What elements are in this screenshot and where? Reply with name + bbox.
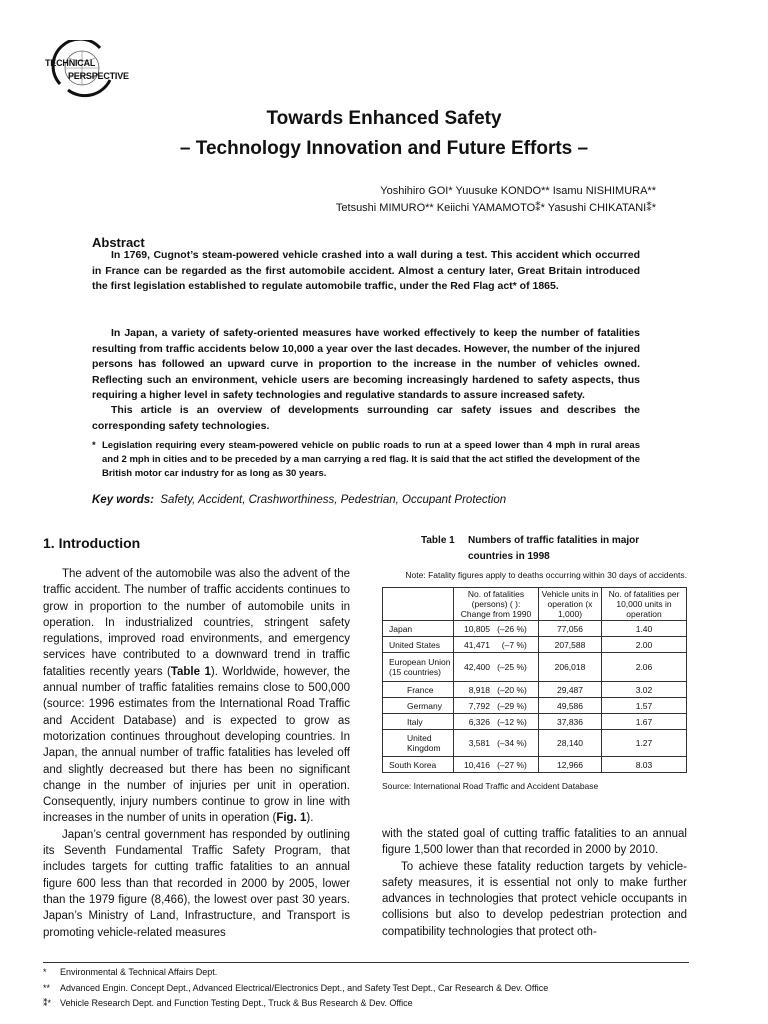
units-cell: 37,836 (539, 714, 602, 730)
fatalities-table (382, 587, 687, 773)
paper-subtitle: – Technology Innovation and Future Efforts – (179, 138, 589, 159)
table-caption-line-1: Numbers of traffic fatalities in major (468, 535, 640, 546)
left-column (43, 566, 350, 941)
body-paragraph (43, 566, 350, 827)
table-row (383, 698, 687, 714)
table-note: Note: Fatality figures apply to deaths occurring within 30 days of accidents. (405, 570, 687, 580)
footnote-mark: * (92, 440, 96, 451)
units-cell: 207,588 (539, 637, 602, 653)
units-cell: 12,966 (539, 757, 602, 773)
abstract-paragraph (92, 248, 640, 295)
footnote-text: Advanced Engin. Concept Dept., Advanced Electrical/Electronics Dept., and Safety Test Dept., Car Research & Dev. Office (60, 983, 549, 993)
keywords-label: Key words: (92, 494, 154, 506)
units-cell: 29,487 (539, 682, 602, 698)
country-cell: Japan (383, 621, 454, 637)
rate-cell: 1.67 (602, 714, 687, 730)
footnote-divider (43, 962, 689, 963)
abstract-footnote (92, 439, 640, 481)
country-cell: Germany (383, 698, 454, 714)
units-cell: 77,056 (539, 621, 602, 637)
footnote-mark: ⁑* (43, 998, 52, 1008)
table-header-cell: Vehicle units in operation (x 1,000) (539, 588, 602, 621)
table-header-cell (383, 588, 454, 621)
fatalities-cell: 7,792 (–29 %) (454, 698, 539, 714)
units-cell: 28,140 (539, 730, 602, 757)
abstract-text-1: In 1769, Cugnot’s steam-powered vehicle crashed into a wall during a test. This accident which occurred in France can be regarded as the first automobile accident. Almost a century later, Great Britain introduced the first legislation established to regulate automobile traffic, under the Red Flag act* of 1865. (92, 249, 640, 292)
footnote-text: Vehicle Research Dept. and Function Testing Dept., Truck & Bus Research & Dev. Office (60, 998, 413, 1008)
logo-text-technical: TECHNICAL (45, 58, 96, 68)
table-row (383, 714, 687, 730)
body-text: ). (306, 812, 314, 825)
rate-cell: 2.06 (602, 653, 687, 682)
fatalities-cell: 6,326 (–12 %) (454, 714, 539, 730)
abstract-paragraph (92, 326, 640, 404)
technical-perspective-logo (40, 40, 150, 100)
country-cell: France (383, 682, 454, 698)
right-column (382, 826, 687, 940)
body-paragraph: with the stated goal of cutting traffic fatalities to an annual figure 1,500 lower than that recorded in 2000 by 2010. (382, 828, 687, 857)
fatalities-cell: 3,581 (–34 %) (454, 730, 539, 757)
abstract-text-3: This article is an overview of developments surrounding car safety issues and describes the corresponding safety technologies. (92, 404, 640, 432)
keywords (92, 494, 506, 506)
fatalities-cell: 10,416 (–27 %) (454, 757, 539, 773)
country-cell: United States (383, 637, 454, 653)
abstract-heading: Abstract (92, 235, 145, 250)
table-header-row (383, 588, 687, 621)
abstract-text-2: In Japan, a variety of safety-oriented measures have worked effectively to keep the number of fatalities resulting from traffic accidents below 10,000 a year over the last decades. However, the number of the injured persons has followed an upward curve in proportion to the increase in the number of vehicles owned. Reflecting such an environment, vehicle users are becoming increasingly hardened to safety aspects, thus requiring a higher level in safety technologies and regulative standards to assure increased safety. (92, 327, 640, 401)
rate-cell: 1.40 (602, 621, 687, 637)
footnote-text: Environmental & Technical Affairs Dept. (60, 967, 218, 977)
logo-text-perspective: PERSPECTIVE (68, 71, 129, 81)
table-reference-link[interactable]: Table 1 (170, 665, 211, 678)
body-text: The advent of the automobile was also the advent of the traffic accident. The number of traffic accidents continues to grow in proportion to the number of automobile units in operation. In industrialized countries, stringent safety regulations, improved road environments, and emergency services have contributed to a downward trend in traffic fatalities recently years ( (43, 568, 350, 678)
units-cell: 206,018 (539, 653, 602, 682)
authors-line-2: Tetsushi MIMURO** Keiichi YAMAMOTO⁑* Yasushi CHIKATANI⁑* (335, 202, 656, 214)
rate-cell: 1.57 (602, 698, 687, 714)
figure-reference-link[interactable]: Fig. 1 (276, 812, 307, 825)
abstract-paragraph (92, 403, 640, 434)
units-cell: 49,586 (539, 698, 602, 714)
rate-cell: 2.00 (602, 637, 687, 653)
table-number: Table 1 (421, 535, 455, 546)
table-row (383, 621, 687, 637)
body-paragraph: To achieve these fatality reduction targets by vehicle-safety measures, it is essential not only to make further advances in technologies that protect vehicle occupants in collisions but also to develop pedestrian protection and compatibility technologies that protect oth- (382, 860, 687, 938)
footnote (43, 998, 413, 1009)
table-row (383, 637, 687, 653)
country-cell: United Kingdom (383, 730, 454, 757)
authors-line-1: Yoshihiro GOI* Yuusuke KONDO** Isamu NISHIMURA** (380, 185, 656, 197)
section-heading: 1. Introduction (43, 535, 141, 551)
table-source: Source: International Road Traffic and Accident Database (382, 781, 599, 791)
fatalities-cell: 10,805 (–26 %) (454, 621, 539, 637)
country-cell: South Korea (383, 757, 454, 773)
footnote-mark: ** (43, 983, 51, 993)
country-cell: Italy (383, 714, 454, 730)
logo-globe-icon (40, 40, 150, 100)
body-paragraph: Japan’s central government has responded by outlining its Seventh Fundamental Traffic Safety Program, that includes targets for cutting traffic fatalities to an annual figure 600 less than that recorded in 2000 by 2005, lower than the 1979 figure (8,466), the lowest over past 30 years. Japan’s Ministry of Land, Infrastructure, and Transport is promoting vehicle-related measures (43, 828, 350, 939)
table-row (383, 653, 687, 682)
rate-cell: 3.02 (602, 682, 687, 698)
country-cell: European Union (15 countries) (383, 653, 454, 682)
table-header-cell: No. of fatalities (persons) ( ): Change from 1990 (454, 588, 539, 621)
rate-cell: 1.27 (602, 730, 687, 757)
footnote-mark: * (43, 967, 47, 977)
table-caption-line-2: countries in 1998 (468, 551, 550, 562)
table-row (383, 682, 687, 698)
footnote (43, 967, 217, 977)
keywords-text: Safety, Accident, Crashworthiness, Pedestrian, Occupant Protection (160, 494, 507, 506)
table-row (383, 757, 687, 773)
table-header-cell: No. of fatalities per 10,000 units in operation (602, 588, 687, 621)
table-row (383, 730, 687, 757)
table-caption (421, 533, 681, 565)
body-text: ). Worldwide, however, the annual number of traffic fatalities remains close to 500,000 (source: 1996 estimates from the International Road Traffic and Accident Database) and is expected to grow as motorization continues throughout developing countries. In Japan, the annual number of traffic fatalities has leveled off and slightly decreased but there has been no significant change in the number of injuries per unit in operation. Consequently, injury numbers continue to grow in line with increases in the number of units in operation ( (43, 665, 351, 825)
paper-title: Towards Enhanced Safety (266, 108, 502, 129)
fatalities-cell: 41,471 (–7 %) (454, 637, 539, 653)
fatalities-cell: 8,918 (–20 %) (454, 682, 539, 698)
fatalities-cell: 42,400 (–25 %) (454, 653, 539, 682)
rate-cell: 8.03 (602, 757, 687, 773)
footnote (43, 983, 548, 993)
abstract-footnote-text: Legislation requiring every steam-powered vehicle on public roads to run at a speed lower than 4 mph in rural areas and 2 mph in cities and to be preceded by a man carrying a red flag. It is said that the act stifled the development of the British motor car industry for as long as 30 years. (102, 440, 640, 479)
